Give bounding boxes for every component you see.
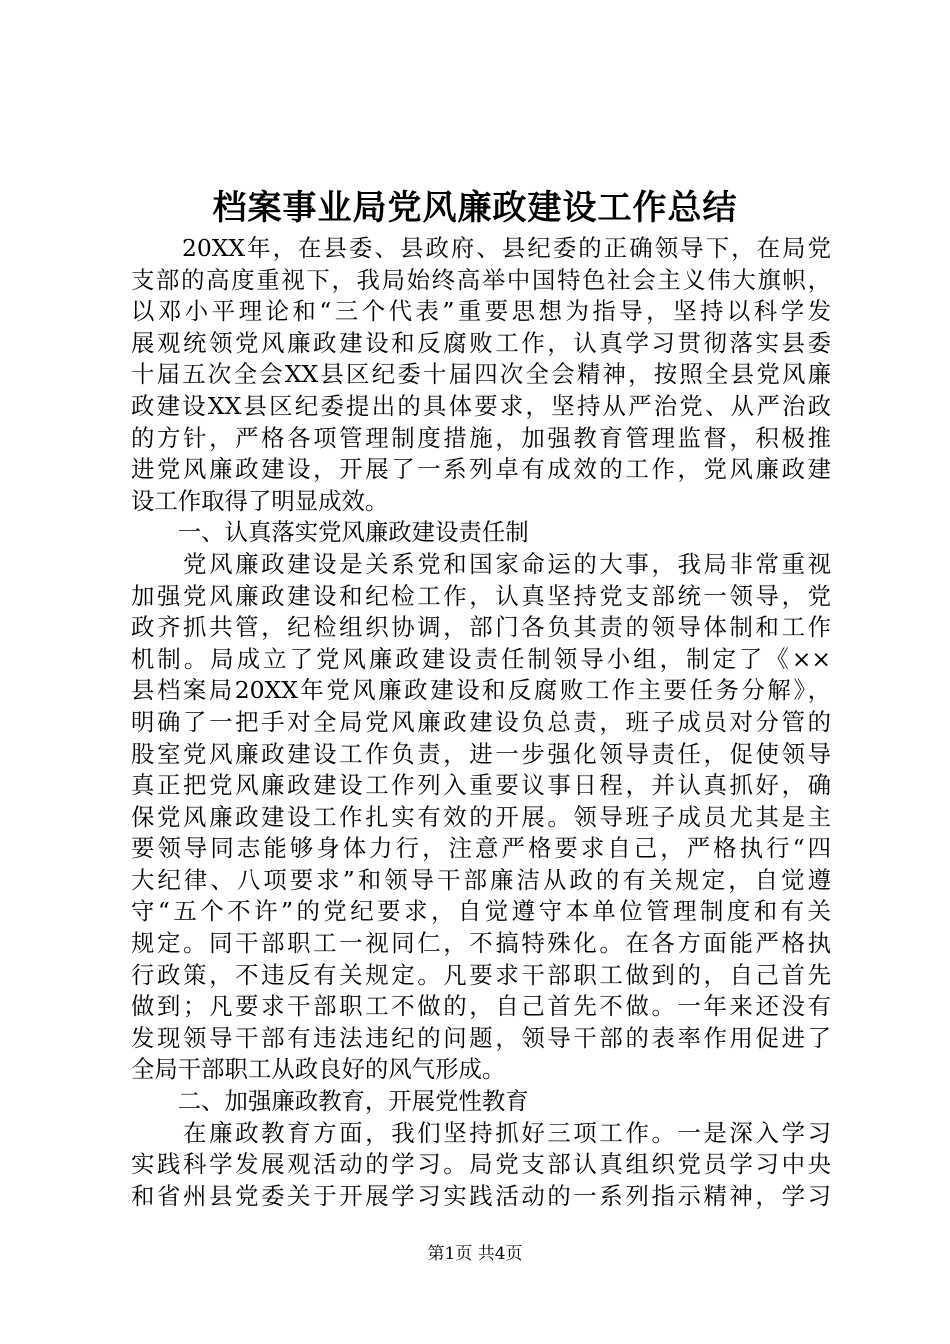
text-line: 进党风廉政建设，开展了一系列卓有成效的工作，党风廉政建 (131, 455, 831, 484)
text-line: 二、加强廉政教育，开展党性教育 (131, 1087, 529, 1116)
text-line: 在廉政教育方面，我们坚持抓好三项工作。一是深入学习 (131, 1118, 831, 1147)
text-line: 加强党风廉政建设和纪检工作，认真坚持党支部统一领导，党 (131, 581, 831, 610)
text-line: 行政策，不违反有关规定。凡要求干部职工做到的，自己首先 (131, 960, 831, 989)
text-line: 和省州县党委关于开展学习实践活动的一系列指示精神，学习 (131, 1181, 831, 1210)
text-line: 党风廉政建设是关系党和国家命运的大事，我局非常重视 (131, 549, 831, 578)
text-line: 的方针，严格各项管理制度措施，加强教育管理监督，积极推 (131, 423, 831, 452)
text-line: 县档案局20XX年党风廉政建设和反腐败工作主要任务分解》， (131, 676, 831, 705)
text-line: 设工作取得了明显成效。 (131, 486, 389, 515)
page-footer: 第1页 共4页 (427, 1244, 523, 1264)
text-line: 大纪律、八项要求”和领导干部廉洁从政的有关规定，自觉遵 (131, 865, 831, 894)
document-body (131, 233, 831, 1212)
text-line: 要领导同志能够身体力行，注意严格要求自己，严格执行“四 (131, 834, 831, 863)
text-line: 一、认真落实党风廉政建设责任制 (131, 518, 529, 547)
text-line: 以邓小平理论和“三个代表”重要思想为指导，坚持以科学发 (131, 297, 831, 326)
text-line: 守“五个不许”的党纪要求，自觉遵守本单位管理制度和有关 (131, 897, 831, 926)
text-line: 全局干部职工从政良好的风气形成。 (131, 1055, 506, 1084)
text-line: 十届五次全会XX县区纪委十届四次全会精神，按照全县党风廉 (131, 360, 831, 389)
text-line: 展观统领党风廉政建设和反腐败工作，认真学习贯彻落实县委 (131, 328, 831, 357)
text-line: 股室党风廉政建设工作负责，进一步强化领导责任，促使领导 (131, 739, 831, 768)
text-line: 支部的高度重视下，我局始终高举中国特色社会主义伟大旗帜， (131, 265, 831, 294)
text-line: 实践科学发展观活动的学习。局党支部认真组织党员学习中央 (131, 1150, 831, 1179)
text-line: 规定。同干部职工一视同仁，不搞特殊化。在各方面能严格执 (131, 929, 831, 958)
text-line: 发现领导干部有违法违纪的问题，领导干部的表率作用促进了 (131, 1023, 831, 1052)
text-line: 20XX年，在县委、县政府、县纪委的正确领导下，在局党 (131, 234, 831, 262)
text-line: 做到；凡要求干部职工不做的，自己首先不做。一年来还没有 (131, 992, 831, 1021)
text-line: 机制。局成立了党风廉政建设责任制领导小组，制定了《×× (131, 644, 831, 673)
text-line: 政齐抓共管，纪检组织协调，部门各负其责的领导体制和工作 (131, 613, 831, 642)
text-line: 明确了一把手对全局党风廉政建设负总责，班子成员对分管的 (131, 707, 831, 736)
text-line: 真正把党风廉政建设工作列入重要议事日程，并认真抓好，确 (131, 771, 831, 800)
document-title: 档案事业局党风廉政建设工作总结 (212, 188, 738, 228)
text-line: 政建设XX县区纪委提出的具体要求，坚持从严治党、从严治政 (131, 391, 831, 420)
text-line: 保党风廉政建设工作扎实有效的开展。领导班子成员尤其是主 (131, 802, 831, 831)
